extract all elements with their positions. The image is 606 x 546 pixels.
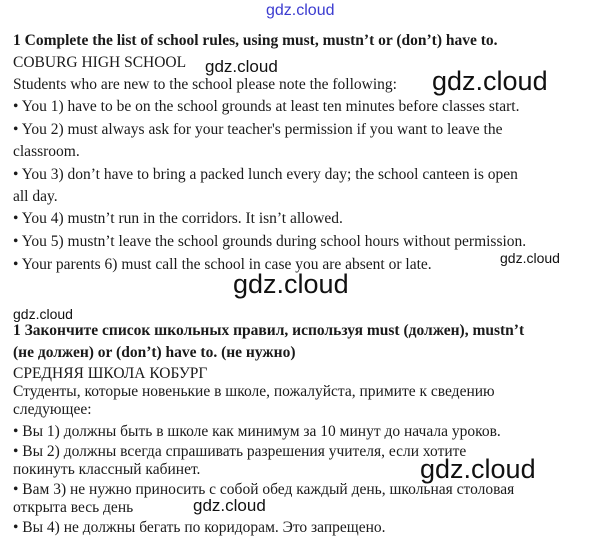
translation-rule-3: • Вам 3) не нужно приносить с собой обед каждый день, школьная столовая (13, 481, 515, 498)
watermark: gdz.cloud (13, 306, 73, 322)
exercise-heading: 1 Complete the list of school rules, using must, mustn’t or (don’t) have to. (13, 32, 498, 49)
translation-rule-1: • Вы 1) должны быть в школе как минимум за 10 минут до начала уроков. (13, 423, 501, 440)
rule-3-continued: all day. (13, 188, 58, 205)
rule-5: • You 5) mustn’t leave the school grounds during school hours without permission. (13, 233, 527, 250)
watermark-top: gdz.cloud (266, 2, 335, 19)
watermark: gdz.cloud (205, 57, 278, 76)
translation-rule-2: • Вы 2) должны всегда спрашивать разрешения учителя, если хотите (13, 443, 467, 460)
rule-4: • You 4) mustn’t run in the corridors. It isn’t allowed. (13, 210, 343, 227)
watermark: gdz.cloud (193, 496, 266, 515)
rule-6: • Your parents 6) must call the school in case you are absent or late. (13, 256, 432, 273)
school-name: COBURG HIGH SCHOOL (13, 54, 187, 71)
translation-intro: Студенты, которые новенькие в школе, пожалуйста, примите к сведению (13, 383, 495, 400)
rule-1: • You 1) have to be on the school grounds at least ten minutes before classes start. (13, 98, 520, 115)
translation-rule-4: • Вы 4) не должны бегать по коридорам. Это запрещено. (13, 519, 386, 536)
intro-text: Students who are new to the school please note the following: (13, 76, 397, 93)
rule-2-continued: classroom. (13, 143, 80, 160)
translation-heading-line-2: (не должен) or (don’t) have to. (не нужно) (13, 344, 296, 361)
watermark: gdz.cloud (233, 269, 349, 299)
translation-rule-3-continued: открыта весь день (13, 499, 134, 516)
translation-school-name: СРЕДНЯЯ ШКОЛА КОБУРГ (13, 365, 208, 382)
translation-heading-line-1: 1 Закончите список школьных правил, используя must (должен), mustn’t (13, 322, 525, 339)
watermark: gdz.cloud (432, 66, 548, 96)
watermark: gdz.cloud (420, 454, 536, 484)
watermark: gdz.cloud (500, 250, 560, 266)
rule-2: • You 2) must always ask for your teacher's permission if you want to leave the (13, 121, 503, 138)
translation-rule-2-continued: покинуть классный кабинет. (13, 461, 201, 478)
translation-intro-continued: следующее: (13, 401, 92, 418)
rule-3: • You 3) don’t have to bring a packed lunch every day; the school canteen is open (13, 166, 518, 183)
